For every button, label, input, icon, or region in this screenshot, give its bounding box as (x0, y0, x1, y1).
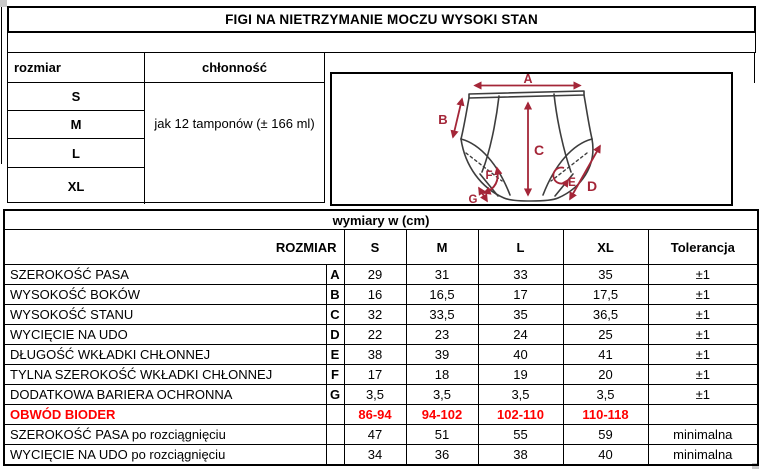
value-cell-xl: 3,5 (563, 385, 648, 405)
table-border-segment (754, 52, 755, 83)
value-cell-l: 33 (478, 265, 563, 285)
value-cell-l: 3,5 (478, 385, 563, 405)
diagram-label-g: G (468, 194, 478, 204)
value-cell-s: 86-94 (344, 405, 406, 425)
arrow-g (479, 188, 487, 201)
tolerance-cell (648, 405, 758, 425)
measurement-label-cell: TYLNA SZEROKOŚĆ WKŁADKI CHŁONNEJ (4, 365, 326, 385)
letter-cell: C (326, 305, 344, 325)
value-cell-l: 19 (478, 365, 563, 385)
letter-cell: B (326, 285, 344, 305)
measurement-label-cell: SZEROKOŚĆ PASA po rozciągnięciu (4, 425, 326, 445)
header-tolerance: Tolerancja (648, 230, 758, 265)
table-row (4, 285, 758, 305)
diagram-label-e: E (568, 177, 576, 189)
letter-cell: D (326, 325, 344, 345)
letter-cell: A (326, 265, 344, 285)
table-row (4, 345, 758, 365)
tolerance-cell: ±1 (648, 345, 758, 365)
table-row (4, 425, 758, 445)
document-title: FIGI NA NIETRZYMANIE MOCZU WYSOKI STAN (7, 6, 756, 33)
value-cell-l: 55 (478, 425, 563, 445)
letter-cell: E (326, 345, 344, 365)
measurement-arrows (453, 86, 600, 202)
table-section-row (4, 210, 758, 230)
letter-cell: G (326, 385, 344, 405)
table-row (4, 385, 758, 405)
tolerance-cell: minimalna (648, 445, 758, 466)
header-size-xl: XL (563, 230, 648, 265)
table-corner-handle (0, 0, 7, 7)
value-cell-s: 34 (344, 445, 406, 466)
left-side-edge (461, 98, 469, 139)
value-cell-xl: 41 (563, 345, 648, 365)
tolerance-cell: minimalna (648, 425, 758, 445)
section-title-cell: wymiary w (cm) (4, 210, 758, 230)
tolerance-cell: ±1 (648, 365, 758, 385)
size-cell-m: M (8, 111, 145, 139)
size-cell-l: L (8, 139, 145, 168)
header-size-l: L (478, 230, 563, 265)
value-cell-s: 47 (344, 425, 406, 445)
table-row (4, 445, 758, 466)
value-cell-xl: 25 (563, 325, 648, 345)
value-cell-m: 16,5 (406, 285, 478, 305)
diagram-label-b: B (438, 112, 448, 127)
value-cell-xl: 20 (563, 365, 648, 385)
measurement-label-cell: DODATKOWA BARIERA OCHRONNA (4, 385, 326, 405)
value-cell-m: 51 (406, 425, 478, 445)
table-row (4, 265, 758, 285)
arrow-b (453, 99, 462, 137)
table-header-row (4, 230, 758, 265)
outer-table-border (1, 7, 2, 164)
measurement-label-cell: WYSOKOŚĆ BOKÓW (4, 285, 326, 305)
tolerance-cell: ±1 (648, 285, 758, 305)
table-row (4, 325, 758, 345)
measurement-label-cell: WYCIĘCIE NA UDO (4, 325, 326, 345)
value-cell-m: 39 (406, 345, 478, 365)
diagram-label-c: C (533, 142, 545, 158)
value-cell-s: 17 (344, 365, 406, 385)
value-cell-m: 23 (406, 325, 478, 345)
value-cell-l: 40 (478, 345, 563, 365)
table-row-hip-circumference (4, 405, 758, 425)
letter-cell (326, 405, 344, 425)
value-cell-m: 33,5 (406, 305, 478, 325)
value-cell-xl: 40 (563, 445, 648, 466)
briefs-diagram-svg (332, 74, 731, 204)
table-row (4, 365, 758, 385)
header-size-s: S (344, 230, 406, 265)
tolerance-cell: ±1 (648, 265, 758, 285)
value-cell-m: 94-102 (406, 405, 478, 425)
value-cell-m: 18 (406, 365, 478, 385)
value-cell-xl: 59 (563, 425, 648, 445)
tolerance-cell: ±1 (648, 325, 758, 345)
value-cell-m: 36 (406, 445, 478, 466)
size-absorbency-table (7, 52, 325, 203)
absorbency-column-header: chłonność (145, 53, 324, 83)
value-cell-l: 17 (478, 285, 563, 305)
value-cell-s: 22 (344, 325, 406, 345)
header-size-m: M (406, 230, 478, 265)
letter-cell (326, 445, 344, 466)
value-cell-m: 31 (406, 265, 478, 285)
value-cell-l: 35 (478, 305, 563, 325)
value-cell-s: 29 (344, 265, 406, 285)
size-column-header: rozmiar (8, 53, 145, 83)
value-cell-s: 3,5 (344, 385, 406, 405)
measurement-label-cell: SZEROKOŚĆ PASA (4, 265, 326, 285)
table-row (4, 305, 758, 325)
diagram-label-a: A (523, 74, 533, 86)
diagram-label-d: D (586, 178, 598, 194)
value-cell-s: 38 (344, 345, 406, 365)
header-rozmiar: ROZMIAR (4, 230, 344, 265)
value-cell-xl: 36,5 (563, 305, 648, 325)
value-cell-m: 3,5 (406, 385, 478, 405)
value-cell-xl: 35 (563, 265, 648, 285)
size-cell-s: S (8, 83, 145, 111)
value-cell-l: 38 (478, 445, 563, 466)
measurement-label-cell: WYSOKOŚĆ STANU (4, 305, 326, 325)
product-diagram (330, 72, 733, 206)
measurement-label-cell: DŁUGOŚĆ WKŁADKI CHŁONNEJ (4, 345, 326, 365)
letter-cell: F (326, 365, 344, 385)
value-cell-xl: 17,5 (563, 285, 648, 305)
waistband (469, 91, 584, 98)
tolerance-cell: ±1 (648, 385, 758, 405)
spacer-row (7, 32, 756, 53)
absorbency-value-cell: jak 12 tamponów (± 166 ml) (154, 116, 315, 131)
value-cell-xl: 110-118 (563, 405, 648, 425)
measurement-label-cell: OBWÓD BIODER (4, 405, 326, 425)
diagram-label-f: F (485, 170, 493, 182)
size-cell-xl: XL (8, 168, 145, 204)
right-side-edge (584, 95, 592, 139)
value-cell-s: 32 (344, 305, 406, 325)
measurements-table (3, 209, 759, 466)
measurement-label-cell: WYCIĘCIE NA UDO po rozciągnięciu (4, 445, 326, 466)
value-cell-s: 16 (344, 285, 406, 305)
tolerance-cell: ±1 (648, 305, 758, 325)
value-cell-l: 24 (478, 325, 563, 345)
value-cell-l: 102-110 (478, 405, 563, 425)
letter-cell (326, 425, 344, 445)
